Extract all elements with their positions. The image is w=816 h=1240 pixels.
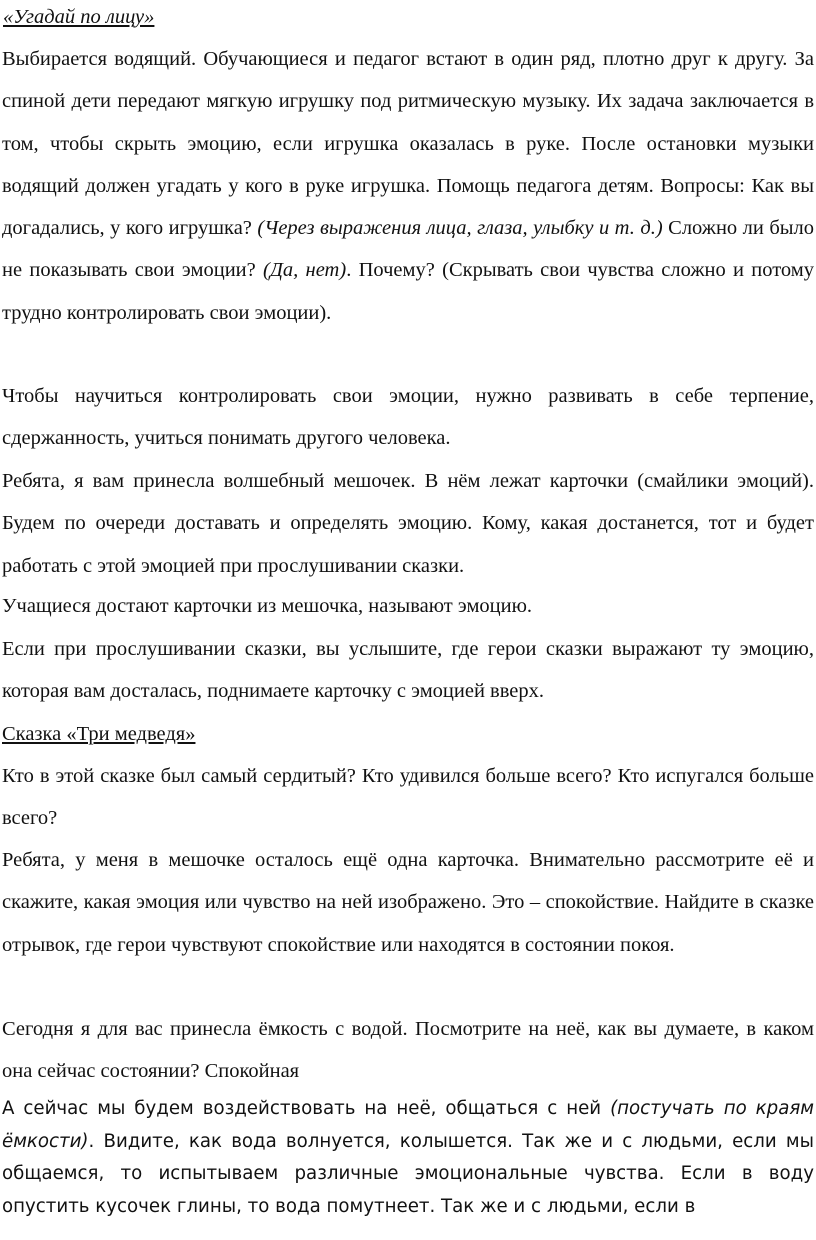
paragraph-text: Сложно ли было не показывать свои эмоции? <box>2 217 814 282</box>
italic-answer: (Да, нет) <box>263 259 347 282</box>
paragraph-text: Выбирается водящий. Обучающиеся и педагог встают в один ряд, плотно друг к другу. За спиной дети передают мягкую игрушку под ритмическую музыку. Их задача заключается в том, чтобы скрыть эмоцию, если игрушка оказалась в руке. После остановки музыки водящий должен угадать у кого в руке игрушка. Помощь педагога детям. Вопросы: Как вы догадались, у кого игрушка? <box>2 48 814 240</box>
italic-answer: (Через выражения лица, глаза, улыбку и т. д.) <box>257 217 663 240</box>
paragraph-students-draw-cards: Учащиеся достают карточки из мешочка, называют эмоцию. <box>2 595 533 617</box>
paragraph-text: . Видите, как вода волнуется, колышется. Так же и с людьми, если мы общаемся, то испытываем различные эмоциональные чувства. Если в воду опустить кусочек глины, то вода помутнеет. Так же и с людьми, если в <box>2 1130 814 1217</box>
heading-text: Сказка «Три медведя» <box>2 723 196 745</box>
paragraph-magic-bag: Ребята, я вам принесла волшебный мешочек. В нём лежат карточки (смайлики эмоций). Будем по очереди доставать и определять эмоцию. Кому, какая достанется, тот и будет работать с этой эмоцией при прослушивании сказки. <box>2 470 814 577</box>
paragraph-last-card: Ребята, у меня в мешочке осталось ещё одна карточка. Внимательно рассмотрите её и скажите, какая эмоция или чувство на ней изображено. Это – спокойствие. Найдите в сказке отрывок, где герои чувствуют спокойствие или находятся в состоянии покоя. <box>2 849 814 956</box>
paragraph-water-container: Сегодня я для вас принесла ёмкость с водой. Посмотрите на неё, как вы думаете, в каком она сейчас состоянии? Спокойная <box>2 1018 814 1083</box>
paragraph-game-rules <box>2 38 814 334</box>
paragraph-listening-task: Если при прослушивании сказки, вы услышите, где герои сказки выражают ту эмоцию, которая вам досталась, поднимаете карточку с эмоцией вверх. <box>2 638 814 703</box>
paragraph-text: А сейчас мы будем воздействовать на неё, общаться с ней <box>2 1098 611 1119</box>
italic-instruction: (постучать по краям ёмкости) <box>2 1098 815 1152</box>
heading-text: «Угадай по лицу» <box>3 6 155 28</box>
paragraph-text: . Почему? (Скрывать свои чувства сложно и потому трудно контролировать свои эмоции). <box>2 259 814 324</box>
paragraph-questions: Кто в этой сказке был самый сердитый? Кто удивился больше всего? Кто испугался больше всего? <box>2 765 814 830</box>
paragraph-self-control: Чтобы научиться контролировать свои эмоции, нужно развивать в себе терпение, сдержанность, учиться понимать другого человека. <box>2 385 814 450</box>
heading-three-bears <box>2 713 814 755</box>
heading-guess-by-face <box>3 0 815 38</box>
paragraph-water-analogy <box>2 1093 814 1223</box>
